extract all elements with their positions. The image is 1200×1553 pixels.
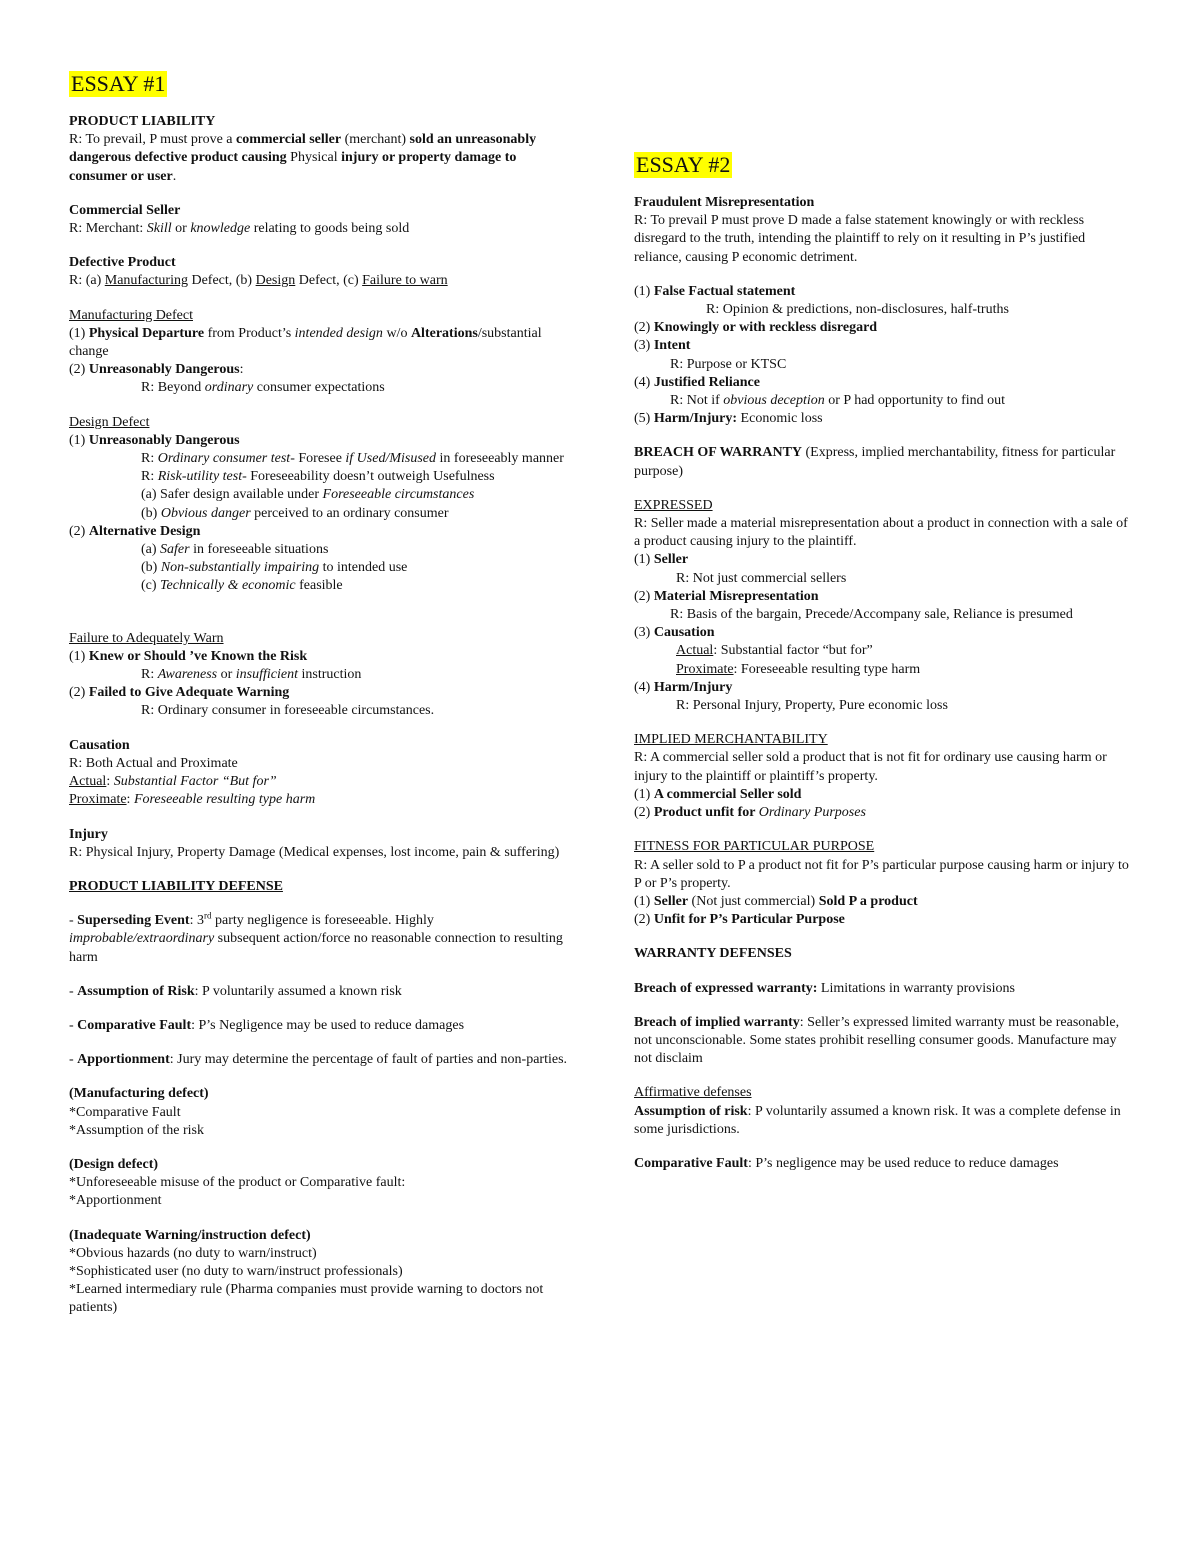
text-run: (2) [69, 362, 89, 378]
text-run: PRODUCT LIABILITY DEFENSE [69, 878, 283, 894]
text-line [634, 838, 1134, 856]
text-line [69, 1245, 574, 1263]
text-run: Risk-utility test [157, 469, 243, 485]
essay-2-heading: ESSAY #2 [636, 152, 731, 177]
text-run: Product unfit for [653, 805, 759, 821]
text-run: : P voluntarily assumed a known risk. It was a complete defense in some jurisdictions. [634, 1103, 1121, 1137]
text-block [69, 1227, 574, 1318]
text-run: Knowingly or with reckless disregard [653, 320, 878, 336]
text-run: : [106, 774, 114, 790]
text-run: *Learned intermediary rule (Pharma companies must provide warning to doctors not patients) [69, 1282, 544, 1316]
text-run: Unreasonably Dangerous [88, 362, 240, 378]
text-block [69, 630, 574, 721]
text-line [634, 679, 1134, 697]
text-run: : 3 [189, 913, 204, 929]
text-run: WARRANTY DEFENSES [634, 946, 792, 962]
text-block [634, 283, 1134, 429]
text-line [69, 630, 574, 648]
text-line [634, 301, 1134, 319]
essay-1-heading: ESSAY #1 [71, 71, 166, 96]
text-line [634, 749, 1134, 785]
text-run: feasible [295, 578, 343, 594]
text-run: Actual [676, 643, 714, 659]
text-run: Intent [653, 338, 691, 354]
text-line [69, 1156, 574, 1174]
text-run: R: [141, 451, 158, 467]
text-run: (b) [141, 560, 161, 576]
text-line [634, 515, 1134, 551]
text-run: Alterations [410, 325, 478, 341]
text-line [69, 272, 574, 290]
text-run: (2) [634, 320, 654, 336]
text-run: instruction [298, 667, 362, 683]
text-run: *Sophisticated user (no duty to warn/instruct professionals) [69, 1263, 403, 1279]
text-run: : P voluntarily assumed a known risk [194, 983, 402, 999]
text-run: (1) [69, 648, 89, 664]
text-run: Defect, (b) [187, 273, 256, 289]
text-run: (1) [69, 325, 89, 341]
text-run: R: Personal Injury, Property, Pure economic loss [676, 698, 948, 714]
text-block [69, 912, 574, 967]
text-run: Foreseeable resulting type harm [133, 792, 316, 808]
text-run: Manufacturing Defect [69, 307, 193, 323]
text-run: Assumption of Risk [77, 983, 195, 999]
text-run: Awareness [157, 667, 218, 683]
text-run: - [69, 913, 78, 929]
text-run: (c) [141, 578, 161, 594]
text-line [69, 254, 574, 272]
text-run: or P had opportunity to find out [824, 393, 1006, 409]
text-line [634, 804, 1134, 822]
text-line [69, 1281, 574, 1317]
text-run: R: Opinion & predictions, non-disclosures, half-truths [706, 302, 1009, 318]
text-run: Defective Product [69, 255, 176, 271]
text-line [634, 194, 1134, 212]
text-run: : [126, 792, 134, 808]
text-line [69, 1227, 574, 1245]
text-line [634, 1103, 1134, 1139]
text-block [69, 1017, 574, 1035]
text-run: (1) [634, 283, 654, 299]
text-line [69, 1104, 574, 1122]
text-run: Knew or Should ’ve Known the Risk [88, 648, 308, 664]
text-line [69, 737, 574, 755]
text-run: R: A seller sold to P a product not fit for P’s particular purpose causing harm or injury to P or P’s property. [634, 857, 1129, 891]
text-run: Assumption of risk [634, 1103, 748, 1119]
text-run: R: Both Actual and Proximate [69, 755, 238, 771]
text-run: (1) [634, 552, 654, 568]
text-run: R: (a) [69, 273, 105, 289]
text-line [69, 202, 574, 220]
text-run: Commercial Seller [69, 202, 181, 218]
text-run: Harm/Injury [653, 679, 733, 695]
text-block [634, 731, 1134, 822]
text-run: improbable/extraordinary [69, 931, 215, 947]
text-block [634, 194, 1134, 267]
text-block [69, 254, 574, 290]
text-run: Injury [69, 826, 108, 842]
text-run: Physical Departure [88, 325, 205, 341]
text-run: - Foresee [290, 451, 346, 467]
text-run: (merchant) [341, 132, 410, 148]
text-run: - [69, 983, 78, 999]
text-line [634, 945, 1134, 963]
text-line [69, 325, 574, 361]
text-run: Economic loss [737, 411, 823, 427]
text-run: Comparative Fault [77, 1017, 192, 1033]
text-line [634, 588, 1134, 606]
text-run: *Unforeseeable misuse of the product or Comparative fault: [69, 1175, 406, 1191]
text-line [69, 791, 574, 809]
text-run: - [69, 1017, 78, 1033]
text-run: : P’s negligence may be used reduce to reduce damages [747, 1155, 1059, 1171]
text-run: PRODUCT LIABILITY [69, 114, 216, 129]
text-line [69, 486, 574, 504]
text-run: Breach of implied warranty [634, 1014, 800, 1030]
text-line [634, 283, 1134, 301]
text-line [634, 356, 1134, 374]
text-line [69, 505, 574, 523]
text-run: *Apportionment [69, 1193, 162, 1209]
text-run: knowledge [190, 221, 251, 237]
text-run: /substantial change [69, 325, 542, 360]
text-run: R: Physical Injury, Property Damage (Medical expenses, lost income, pain & suffering) [69, 844, 560, 860]
text-run: Causation [69, 737, 130, 753]
text-run: Unfit for P’s Particular Purpose [653, 912, 845, 928]
text-run: rd [203, 910, 212, 921]
text-run: Manufacturing [104, 273, 188, 289]
text-run: Substantial Factor “But for” [113, 774, 277, 790]
text-line [69, 1174, 574, 1192]
text-line [69, 702, 574, 720]
text-run: Justified Reliance [653, 374, 760, 390]
text-run: (2) [634, 805, 654, 821]
text-run: (1) [634, 786, 654, 802]
text-line [634, 731, 1134, 749]
text-line [69, 684, 574, 702]
text-run: Failure to warn [362, 273, 448, 289]
text-run: A commercial Seller sold [653, 786, 802, 802]
text-line [69, 220, 574, 238]
text-block [69, 307, 574, 398]
text-line [69, 450, 574, 468]
text-run: consumer expectations [253, 380, 385, 396]
text-run: to intended use [319, 560, 408, 576]
text-run: (2) [69, 523, 89, 539]
text-run: intended design [294, 325, 383, 341]
text-block [634, 945, 1134, 963]
text-line [69, 379, 574, 397]
text-block [634, 980, 1134, 998]
text-block [634, 1014, 1134, 1069]
text-line [634, 606, 1134, 624]
text-run: Ordinary Purposes [758, 805, 866, 821]
text-line [69, 468, 574, 486]
text-line [69, 1017, 574, 1035]
text-block [69, 878, 574, 896]
text-line [69, 361, 574, 379]
text-run: (Not just commercial) [688, 893, 819, 909]
text-run: insufficient [235, 667, 298, 683]
text-run: R: [141, 667, 158, 683]
text-run: in foreseeably manner [436, 451, 564, 467]
text-line [69, 755, 574, 773]
text-run: Foreseeable circumstances [322, 487, 475, 503]
text-line [69, 983, 574, 1001]
text-line [69, 826, 574, 844]
text-line [634, 642, 1134, 660]
text-run: R: Not if [670, 393, 724, 409]
text-run: Failure to Adequately Warn [69, 630, 224, 646]
text-run: R: [141, 469, 158, 485]
text-run: (Express, implied merchantability, fitness for particular purpose) [634, 445, 1116, 479]
text-line [634, 212, 1134, 267]
text-line [69, 113, 574, 131]
text-run: R: To prevail, P must prove a [69, 132, 237, 148]
text-run: party negligence is foreseeable. Highly [211, 913, 434, 929]
text-run: (Manufacturing defect) [69, 1086, 209, 1102]
text-run: injury or property damage to consumer or user [69, 150, 517, 184]
text-run: (2) [634, 588, 654, 604]
text-line [69, 307, 574, 325]
text-run: from Product’s [204, 325, 295, 341]
text-run: R: Not just commercial sellers [676, 570, 847, 586]
text-run: - Foreseeability doesn’t outweigh Usefulness [242, 469, 495, 485]
text-run: Non-substantially impairing [160, 560, 320, 576]
text-line [634, 624, 1134, 642]
text-run: R: Beyond [141, 380, 205, 396]
text-run: Skill [146, 221, 172, 237]
text-run: R: Merchant: [69, 221, 147, 237]
text-line [69, 666, 574, 684]
text-line [634, 661, 1134, 679]
essay-2-column [634, 152, 1134, 1189]
text-line [634, 1155, 1134, 1173]
text-line [69, 523, 574, 541]
text-line [69, 912, 574, 967]
text-run: (3) [634, 338, 654, 354]
text-run: (4) [634, 679, 654, 695]
text-block [634, 1155, 1134, 1173]
text-run: sold an unreasonably dangerous defective product causing [69, 132, 537, 166]
text-run: (2) [69, 685, 89, 701]
text-run: *Obvious hazards (no duty to warn/instruct) [69, 1245, 317, 1261]
text-run: False Factual statement [653, 283, 796, 299]
text-block [69, 737, 574, 810]
text-run: (Inadequate Warning/instruction defect) [69, 1227, 311, 1243]
text-run: Proximate [69, 792, 127, 808]
text-line [69, 577, 574, 595]
text-line [634, 786, 1134, 804]
text-run: Seller [653, 893, 689, 909]
text-line [634, 980, 1134, 998]
text-run: Unreasonably Dangerous [88, 432, 240, 448]
text-block [634, 1084, 1134, 1139]
text-block [69, 1051, 574, 1069]
text-run: Harm/Injury: [653, 411, 738, 427]
text-run: ordinary [204, 380, 254, 396]
text-line [69, 648, 574, 666]
text-line [634, 551, 1134, 569]
text-run: : Foreseeable resulting type harm [733, 661, 921, 677]
text-line [634, 374, 1134, 392]
text-block [634, 838, 1134, 929]
text-run: Obvious danger [160, 505, 251, 521]
text-run: Comparative Fault [634, 1155, 748, 1171]
text-line [634, 893, 1134, 911]
text-run: w/o [382, 325, 411, 341]
text-run: Proximate [676, 661, 734, 677]
text-run: Limitations in warranty provisions [817, 980, 1015, 996]
text-run: Affirmative defenses [634, 1085, 752, 1101]
text-line [634, 410, 1134, 428]
text-run: Superseding Event [77, 913, 190, 929]
text-run: (3) [634, 625, 654, 641]
text-run: R: To prevail P must prove D made a false statement knowingly or with reckless disregard to the truth, intending the plaintiff to rely on it resulting in P’s justified reliance, causing P economic detriment. [634, 213, 1086, 265]
text-line [69, 559, 574, 577]
text-run: EXPRESSED [634, 497, 713, 513]
text-run: obvious deception [723, 393, 825, 409]
text-run: (Design defect) [69, 1156, 159, 1172]
text-run: Ordinary consumer test [157, 451, 291, 467]
text-run: Physical [286, 150, 342, 166]
text-run: relating to goods being sold [250, 221, 410, 237]
text-block [634, 497, 1134, 715]
text-block [69, 202, 574, 238]
text-run: FITNESS FOR PARTICULAR PURPOSE [634, 839, 875, 855]
text-run: or [217, 667, 236, 683]
text-line [69, 1122, 574, 1140]
text-run: subsequent action/force no reasonable connection to resulting harm [69, 931, 563, 965]
text-line [634, 1014, 1134, 1069]
text-line [69, 131, 574, 186]
text-run: Fraudulent Misrepresentation [634, 195, 815, 210]
text-run: : Seller’s expressed limited warranty must be reasonable, not unconscionable. Some states prohibit reselling consumer goods. Manufacture may not disclaim [634, 1014, 1120, 1067]
text-run: (5) [634, 411, 654, 427]
text-run: or [171, 221, 191, 237]
text-run: *Assumption of the risk [69, 1122, 204, 1138]
text-run: R: Seller made a material misrepresentation about a product in connection with a sale of a product causing injury to the plaintiff. [634, 516, 1128, 550]
text-block [69, 414, 574, 596]
text-run: (1) [634, 893, 654, 909]
text-line [69, 541, 574, 559]
text-run: perceived to an ordinary consumer [250, 505, 449, 521]
text-block [69, 1156, 574, 1211]
text-run: (4) [634, 374, 654, 390]
text-run: Causation [653, 625, 715, 641]
text-line [634, 444, 1134, 480]
text-run: Seller [653, 552, 689, 568]
text-run: Safer [160, 542, 190, 558]
text-line [69, 878, 574, 896]
text-run: : [239, 362, 244, 378]
text-line [69, 844, 574, 862]
text-run: commercial seller [236, 132, 342, 148]
text-line [634, 319, 1134, 337]
text-run: Sold P a product [818, 893, 918, 909]
text-line [634, 337, 1134, 355]
text-line [69, 414, 574, 432]
text-block [69, 983, 574, 1001]
text-block [69, 826, 574, 862]
text-run: if Used/Misused [345, 451, 437, 467]
text-run: (a) [141, 542, 161, 558]
text-run: Material Misrepresentation [653, 588, 819, 604]
text-line [634, 570, 1134, 588]
text-run: Breach of expressed warranty: [634, 980, 818, 996]
text-block [69, 113, 574, 186]
text-run: : P’s Negligence may be used to reduce damages [191, 1017, 465, 1033]
text-run: Design Defect [69, 414, 150, 430]
text-line [634, 911, 1134, 929]
text-line [634, 857, 1134, 893]
text-run: (b) [141, 505, 161, 521]
text-run: Failed to Give Adequate Warning [88, 685, 290, 701]
text-run: Alternative Design [88, 523, 201, 539]
text-run: : Substantial factor “but for” [713, 643, 873, 659]
text-block [634, 444, 1134, 480]
text-run: - [69, 1052, 78, 1068]
text-run: (a) Safer design available under [141, 487, 323, 503]
text-run: BREACH OF WARRANTY [634, 445, 803, 461]
text-line [634, 497, 1134, 515]
text-run: R: Ordinary consumer in foreseeable circumstances. [141, 703, 435, 719]
text-line [634, 392, 1134, 410]
text-run: Actual [69, 774, 107, 790]
text-run: (1) [69, 432, 89, 448]
text-run: . [172, 168, 177, 184]
text-line [69, 1085, 574, 1103]
text-run: in foreseeable situations [189, 542, 329, 558]
text-run: IMPLIED MERCHANTABILITY [634, 732, 828, 748]
text-block [69, 1085, 574, 1140]
text-run: R: Purpose or KTSC [670, 356, 787, 372]
text-line [69, 1051, 574, 1069]
text-run: (2) [634, 912, 654, 928]
text-run: Technically & economic [160, 578, 296, 594]
essay-1-body [69, 113, 574, 1318]
text-line [69, 432, 574, 450]
text-line [69, 1263, 574, 1281]
text-line [634, 1084, 1134, 1102]
text-line [69, 1192, 574, 1210]
text-run: *Comparative Fault [69, 1104, 181, 1120]
text-run: : Jury may determine the percentage of fault of parties and non-parties. [169, 1052, 568, 1068]
essay-1-column [69, 71, 574, 1334]
text-run: R: Basis of the bargain, Precede/Accompany sale, Reliance is presumed [670, 607, 1073, 623]
text-line [69, 773, 574, 791]
text-run: Apportionment [77, 1052, 170, 1068]
text-line [634, 697, 1134, 715]
essay-2-body [634, 194, 1134, 1173]
text-run: Design [255, 273, 296, 289]
text-run: R: A commercial seller sold a product that is not fit for ordinary use causing harm or injury to the plaintiff or plaintiff’s property. [634, 750, 1107, 784]
text-run: Defect, (c) [295, 273, 363, 289]
